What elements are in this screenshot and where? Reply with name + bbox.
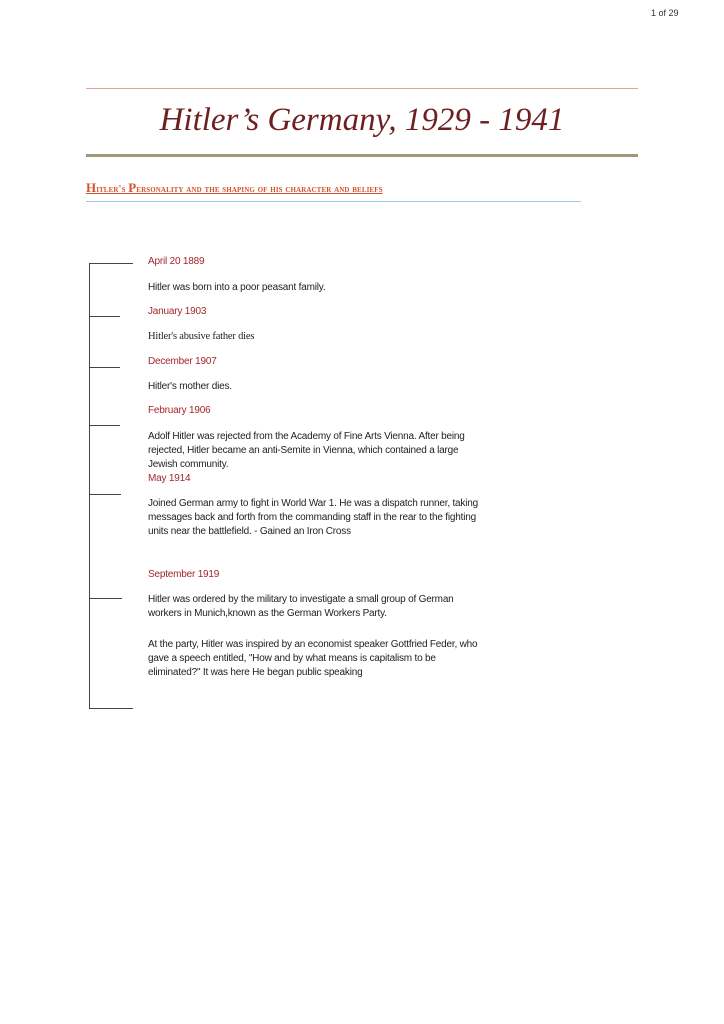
event-date: January 1903 xyxy=(148,306,207,317)
timeline-axis xyxy=(89,263,90,709)
event-text: Hitler was born into a poor peasant family. xyxy=(148,282,326,293)
title-bottom-rule xyxy=(86,154,638,157)
timeline-tick xyxy=(89,263,133,264)
section-heading xyxy=(86,180,383,196)
timeline-tick xyxy=(89,425,120,426)
page-title: Hitler’s Germany, 1929 - 1941 xyxy=(159,102,565,138)
page-indicator: 1 of 29 xyxy=(651,8,679,18)
event-date: May 1914 xyxy=(148,473,191,484)
title-top-rule xyxy=(86,88,638,89)
heading-part-1: itler's xyxy=(96,184,129,195)
timeline-tick xyxy=(89,598,122,599)
heading-initial-1: H xyxy=(86,180,97,195)
event-date: December 1907 xyxy=(148,356,217,367)
event-text: Hitler's mother dies. xyxy=(148,381,232,392)
heading-part-2: ersonality and the shaping of his character and beliefs xyxy=(136,184,383,195)
event-date: September 1919 xyxy=(148,569,220,580)
timeline-tick xyxy=(89,708,133,709)
section-rule xyxy=(86,201,581,202)
event-text: Hitler's abusive father dies xyxy=(148,331,255,342)
timeline-tick xyxy=(89,367,120,368)
event-text: Adolf Hitler was rejected from the Academy of Fine Arts Vienna. After being rejected, Hitler became an anti-Semite in Vienna, which contained a large Jewish community. xyxy=(148,431,465,470)
event-date: February 1906 xyxy=(148,405,211,416)
event-text: Joined German army to fight in World War 1. He was a dispatch runner, taking messages back and forth from the commanding staff in the rear to the fighting units near the battlefield. - Gained an Iron Cross xyxy=(148,498,478,537)
event-text: At the party, Hitler was inspired by an economist speaker Gottfried Feder, who gave a speech entitled, "How and by what means is capitalism to be eliminated?" It was here He began public speaking xyxy=(148,639,478,678)
heading-initial-2: P xyxy=(128,180,137,195)
timeline-tick xyxy=(89,316,120,317)
event-date: April 20 1889 xyxy=(148,256,205,267)
event-text: Hitler was ordered by the military to investigate a small group of German workers in Munich,known as the German Workers Party. xyxy=(148,594,454,619)
timeline-tick xyxy=(89,494,121,495)
